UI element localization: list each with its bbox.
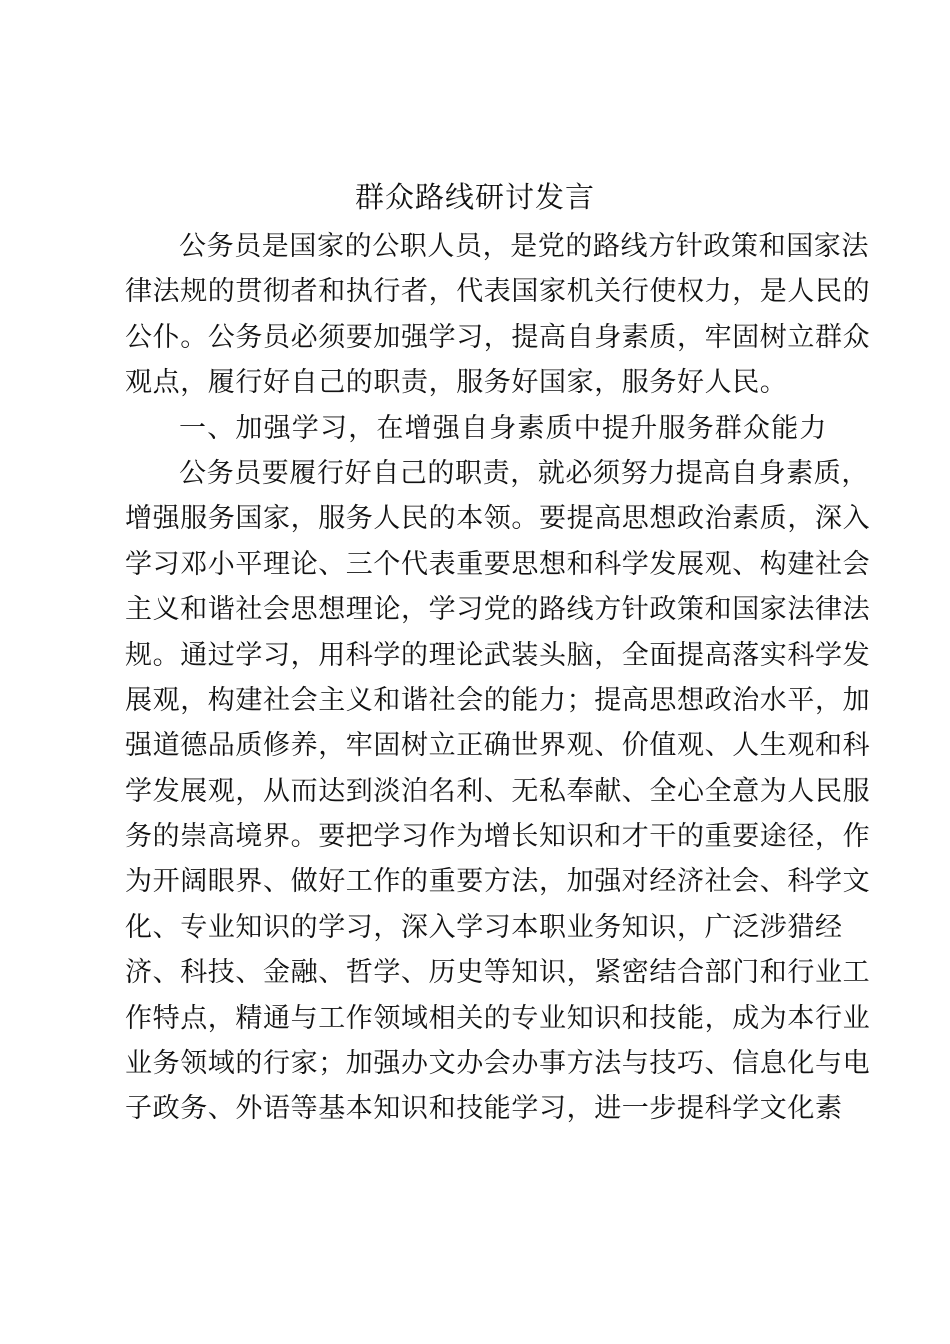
text-line: 公仆。公务员必须要加强学习，提高自身素质，牢固树立群众 (125, 321, 871, 353)
paragraph-intro (125, 224, 871, 406)
text-line: 子政务、外语等基本知识和技能学习，进一步提科学文化素 (125, 1093, 843, 1125)
text-line: 济、科技、金融、哲学、历史等知识，紧密结合部门和行业工 (125, 957, 871, 989)
text-line: 展观，构建社会主义和谐社会的能力；提高思想政治水平，加 (125, 684, 871, 716)
text-line: 学习邓小平理论、三个代表重要思想和科学发展观、构建社会 (125, 548, 871, 580)
text-line: 作特点，精通与工作领域相关的专业知识和技能，成为本行业 (125, 1002, 871, 1034)
text-line: 规。通过学习，用科学的理论武装头脑，全面提高落实科学发 (125, 639, 871, 671)
text-line: 公务员要履行好自己的职责，就必须努力提高自身素质， (179, 457, 869, 489)
text-line: 公务员是国家的公职人员，是党的路线方针政策和国家法 (179, 231, 869, 262)
document-body (125, 224, 871, 1132)
text-line: 观点，履行好自己的职责，服务好国家，服务好人民。 (125, 367, 788, 399)
text-line: 化、专业知识的学习，深入学习本职业务知识，广泛涉猎经 (125, 911, 843, 943)
text-line: 强道德品质修养，牢固树立正确世界观、价值观、人生观和科 (125, 730, 871, 762)
text-line: 务的崇高境界。要把学习作为增长知识和才干的重要途径，作 (125, 821, 871, 853)
document-title: 群众路线研讨发言 (354, 180, 595, 214)
text-line: 增强服务国家，服务人民的本领。要提高思想政治素质，深入 (125, 503, 871, 535)
text-line: 主义和谐社会思想理论，学习党的路线方针政策和国家法律法 (125, 594, 871, 626)
section-heading: 一、加强学习，在增强自身素质中提升服务群众能力 (179, 412, 828, 444)
text-line: 为开阔眼界、做好工作的重要方法，加强对经济社会、科学文 (125, 866, 871, 898)
text-line: 学发展观，从而达到淡泊名利、无私奉献、全心全意为人民服 (125, 775, 871, 807)
text-line: 律法规的贯彻者和执行者，代表国家机关行使权力，是人民的 (125, 276, 871, 308)
text-line: 业务领域的行家；加强办文办会办事方法与技巧、信息化与电 (125, 1048, 871, 1080)
paragraph-study (125, 451, 871, 1132)
